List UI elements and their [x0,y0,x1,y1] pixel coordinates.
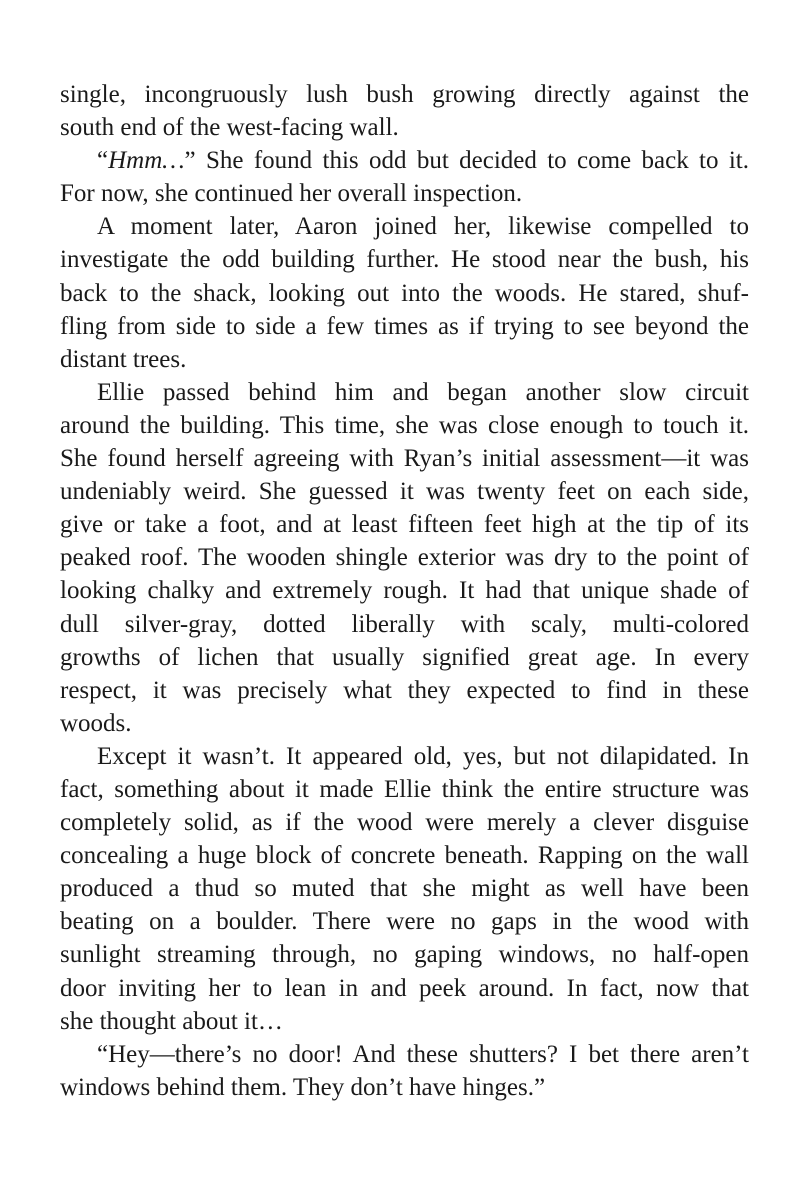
text-line: woods. [60,709,132,737]
text-line: “Hey—there’s no door! And these shutters? I bet there aren’t [97,1040,749,1068]
text-line: dull silver-gray, dotted liberally with scaly, multi-colored [60,610,749,638]
text-segment: ” She found this odd but decided to come back to it. [184,147,749,175]
text-line: fact, something about it made Ellie think the entire structure was [60,775,749,803]
text-line: concealing a huge block of concrete beneath. Rapping on the wall [60,842,749,870]
text-line: south end of the west-facing wall. [60,114,399,142]
text-line: She found herself agreeing with Ryan’s initial assessment—it was [60,445,749,473]
text-line: single, incongruously lush bush growing directly against the [60,81,749,108]
text-line [60,144,749,177]
opening-quote: “ [97,147,109,175]
text-line: give or take a foot, and at least fifteen feet high at the tip of its [60,511,749,539]
text-line: produced a thud so muted that she might as well have been [60,875,749,903]
text-line: Ellie passed behind him and began another slow circuit [97,378,749,406]
text-line: completely solid, as if the wood were merely a clever disguise [60,809,749,837]
text-line: looking chalky and extremely rough. It had that unique shade of [60,577,749,605]
text-line: investigate the odd building further. He stood near the bush, his [60,246,749,274]
text-line: undeniably weird. She guessed it was twenty feet on each side, [60,478,749,506]
text-line: Except it wasn’t. It appeared old, yes, but not dilapidated. In [97,742,749,770]
text-line: fling from side to side a few times as if trying to see beyond the [60,312,749,340]
text-line: beating on a boulder. There were no gaps in the wood with [60,908,749,936]
book-page [60,78,749,1104]
text-line: growths of lichen that usually signified great age. In every [60,643,749,671]
italic-text: Hmm… [108,147,185,175]
text-line: For now, she continued her overall inspection. [60,180,523,208]
text-line: peaked roof. The wooden shingle exterior was dry to the point of [60,544,749,572]
text-line: respect, it was precisely what they expected to find in these [60,676,749,704]
text-line: windows behind them. They don’t have hinges.” [60,1073,546,1101]
text-line: A moment later, Aaron joined her, likewise compelled to [97,213,749,241]
text-line: around the building. This time, she was close enough to touch it. [60,411,749,439]
text-line: distant trees. [60,345,187,373]
text-line: sunlight streaming through, no gaping windows, no half-open [60,941,749,969]
text-line: she thought about it… [60,1007,283,1035]
text-line: door inviting her to lean in and peek around. In fact, now that [60,974,749,1002]
text-line: back to the shack, looking out into the woods. He stared, shuf- [60,279,749,307]
